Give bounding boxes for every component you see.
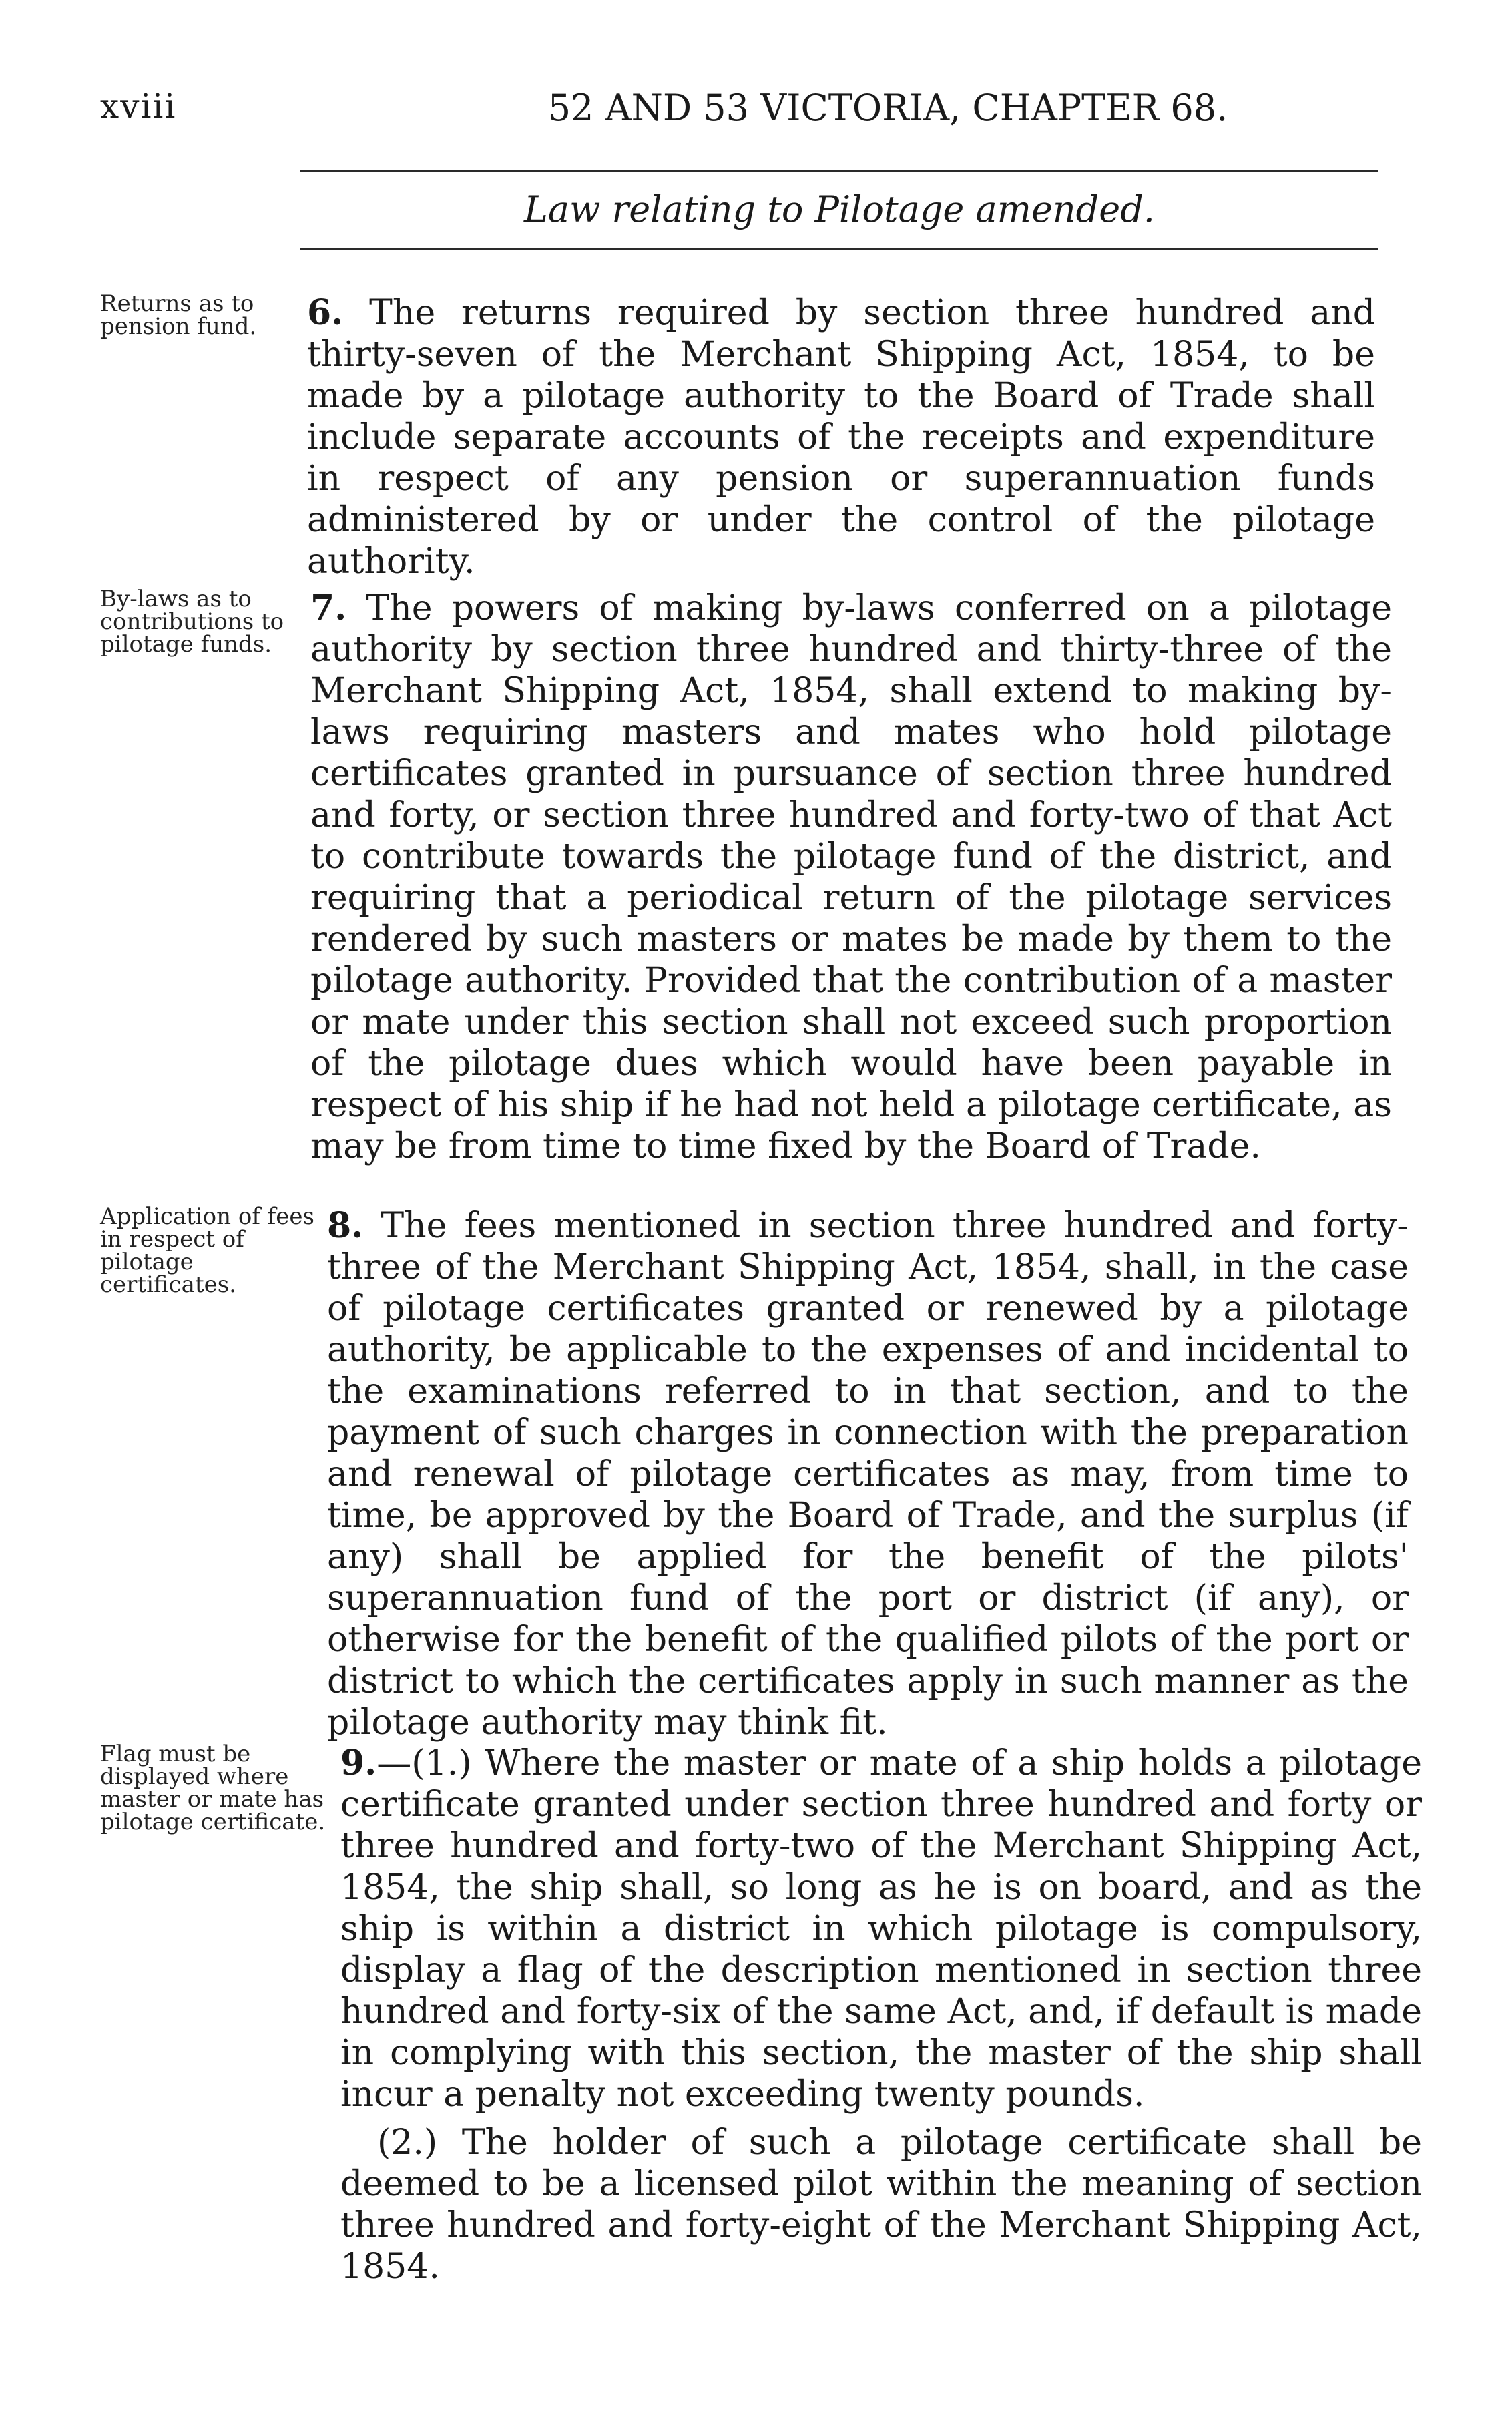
margin-note: Flag must be displayed where master or mate has pilotage certificate. [100,1741,326,1835]
section-body: The returns required by section three hundred and thirty-seven of the Merchant Shipping Act, 1854, to be made by a pilotage authority to the Board of Trade shall include separate accounts of the receipts and expenditure in respect of any pension or superannuation funds administered by or under the control of the pilotage authority. [307,293,1375,582]
subheading: Law relating to Pilotage amended. [524,188,1155,230]
section-body: The fees mentioned in section three hundred and forty-three of the Merchant Shipping Act, 1854, shall, in the case of pilotage certificates granted or renewed by a pilotage authority, be applicable to the expenses of and incidental to the examinations referred to in that section, and to the payment of such charges in connection with the preparation and renewal of pilotage certificates as may, from time to time, be approved by the Board of Trade, and the surplus (if any) shall be applied for the benefit of the pilots' superannuation fund of the port or district (if any), or otherwise for the benefit of the qualified pilots of the port or district to which the certificates apply in such manner as the pilotage authority may think fit. [327,1206,1409,1743]
section-text [340,1743,1422,2287]
section-body: The powers of making by-laws conferred on a pilotage authority by section three hundred and thirty-three of the Merchant Shipping Act, 1854, shall extend to making by-laws requiring masters and mates who hold pilotage certificates granted in pursuance of section three hundred and forty, or section three hundred and forty-two of that Act to contribute towards the pilotage fund of the district, and requiring that a periodical return of the pilotage services rendered by such masters or mates be made by them to the pilotage authority. Provided that the contribution of a master or mate under this section shall not exceed such proportion of the pilotage dues which would have been payable in respect of his ship if he had not held a pilotage certificate, as may be from time to time fixed by the Board of Trade. [310,588,1393,1166]
section-text [307,292,1375,582]
subsection-1 [340,1743,1422,2115]
section-number: 8. [327,1205,364,1246]
section-number: 7. [310,588,347,628]
section-number: 6. [307,292,344,333]
subsection-2: (2.) The holder of such a pilotage certificate shall be deemed to be a licensed pilot within the meaning of section three hundred and forty-eight of the Merchant Shipping Act, 1854. [340,2123,1422,2287]
header-rule-top [300,170,1378,172]
header-rule-bottom [300,248,1378,250]
running-header [100,87,1395,140]
page-number: xviii [100,87,177,126]
chapter-title: 52 AND 53 VICTORIA, CHAPTER 68. [547,87,1228,129]
margin-note: Returns as to pension fund. [100,290,257,340]
section-text [310,588,1392,1167]
section-text [327,1205,1409,1743]
margin-note: By-laws as to contributions to pilotage funds. [100,586,284,658]
section-body: —(1.) Where the master or mate of a ship holds a pilotage certificate granted under section three hundred and forty or three hundred and forty-two of the Merchant Shipping Act, 1854, the ship shall, so long as he is on board, and as the ship is within a district in which pilotage is compulsory, display a flag of the description mentioned in section three hundred and forty-six of the same Act, and, if default is made in complying with this section, the master of the ship shall incur a penalty not exceeding twenty pounds. [340,1743,1422,2115]
margin-note: Application of fees in respect of pilotage certificates. [100,1203,314,1298]
section-number: 9. [340,1743,377,1783]
